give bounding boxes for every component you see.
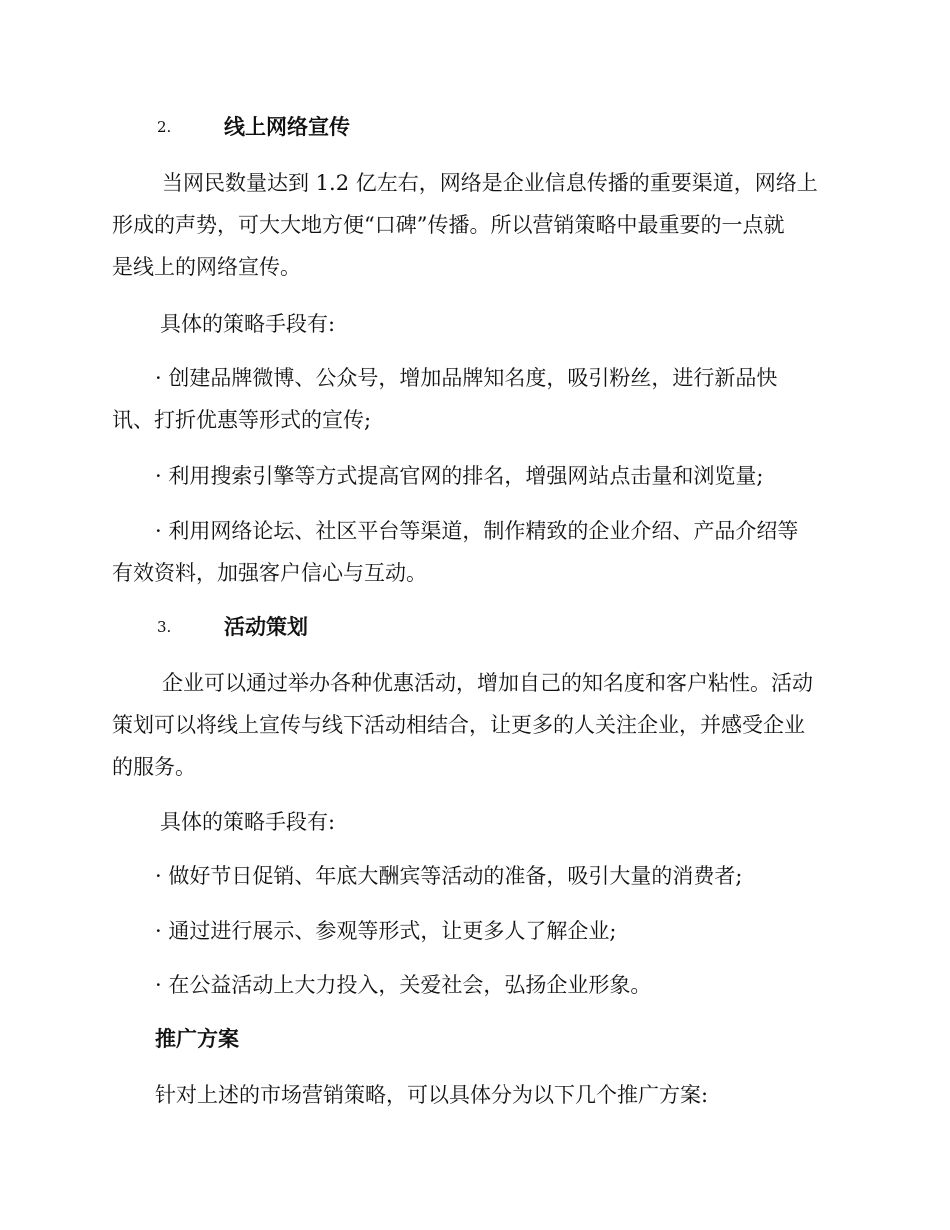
section-3-title: 活动策划	[224, 615, 308, 639]
promotion-title: 推广方案	[155, 1027, 239, 1051]
section-2-bullet-1-line-2: 讯、打折优惠等形式的宣传;	[112, 408, 372, 432]
section-2-intro-line-3: 是线上的网络宣传。	[112, 255, 301, 279]
section-3-bullet-3: · 在公益活动上大力投入，关爱社会，弘扬企业形象。	[155, 973, 652, 997]
section-3-means-label: 具体的策略手段有:	[160, 810, 336, 834]
section-3-number: 3.	[157, 618, 172, 636]
section-3-bullet-2: · 通过进行展示、参观等形式，让更多人了解企业;	[155, 919, 617, 943]
section-3-bullet-1: · 做好节日促销、年底大酬宾等活动的准备，吸引大量的消费者;	[155, 864, 743, 888]
section-3-intro-line-2: 策划可以将线上宣传与线下活动相结合，让更多的人关注企业，并感受企业	[112, 713, 805, 737]
section-2-means-label: 具体的策略手段有:	[160, 312, 336, 336]
section-2-number: 2.	[157, 118, 172, 136]
section-3-intro-line-1: 企业可以通过举办各种优惠活动，增加自己的知名度和客户粘性。活动	[162, 671, 813, 695]
section-2-bullet-1-line-1: · 创建品牌微博、公众号，增加品牌知名度，吸引粉丝，进行新品快	[155, 366, 778, 390]
section-2-intro-line-1: 当网民数量达到 1.2 亿左右，网络是企业信息传播的重要渠道，网络上	[162, 171, 818, 195]
section-2-bullet-3-line-1: · 利用网络论坛、社区平台等渠道，制作精致的企业介绍、产品介绍等	[155, 519, 799, 543]
promotion-intro: 针对上述的市场营销策略，可以具体分为以下几个推广方案:	[155, 1083, 709, 1107]
section-2-intro-line-2: 形成的声势，可大大地方便“口碑”传播。所以营销策略中最重要的一点就	[112, 213, 785, 237]
section-3-intro-line-3: 的服务。	[112, 755, 196, 779]
section-2-title: 线上网络宣传	[224, 115, 350, 139]
section-2-bullet-3-line-2: 有效资料，加强客户信心与互动。	[112, 561, 427, 585]
section-2-bullet-2: · 利用搜索引擎等方式提高官网的排名，增强网站点击量和浏览量;	[155, 464, 764, 488]
